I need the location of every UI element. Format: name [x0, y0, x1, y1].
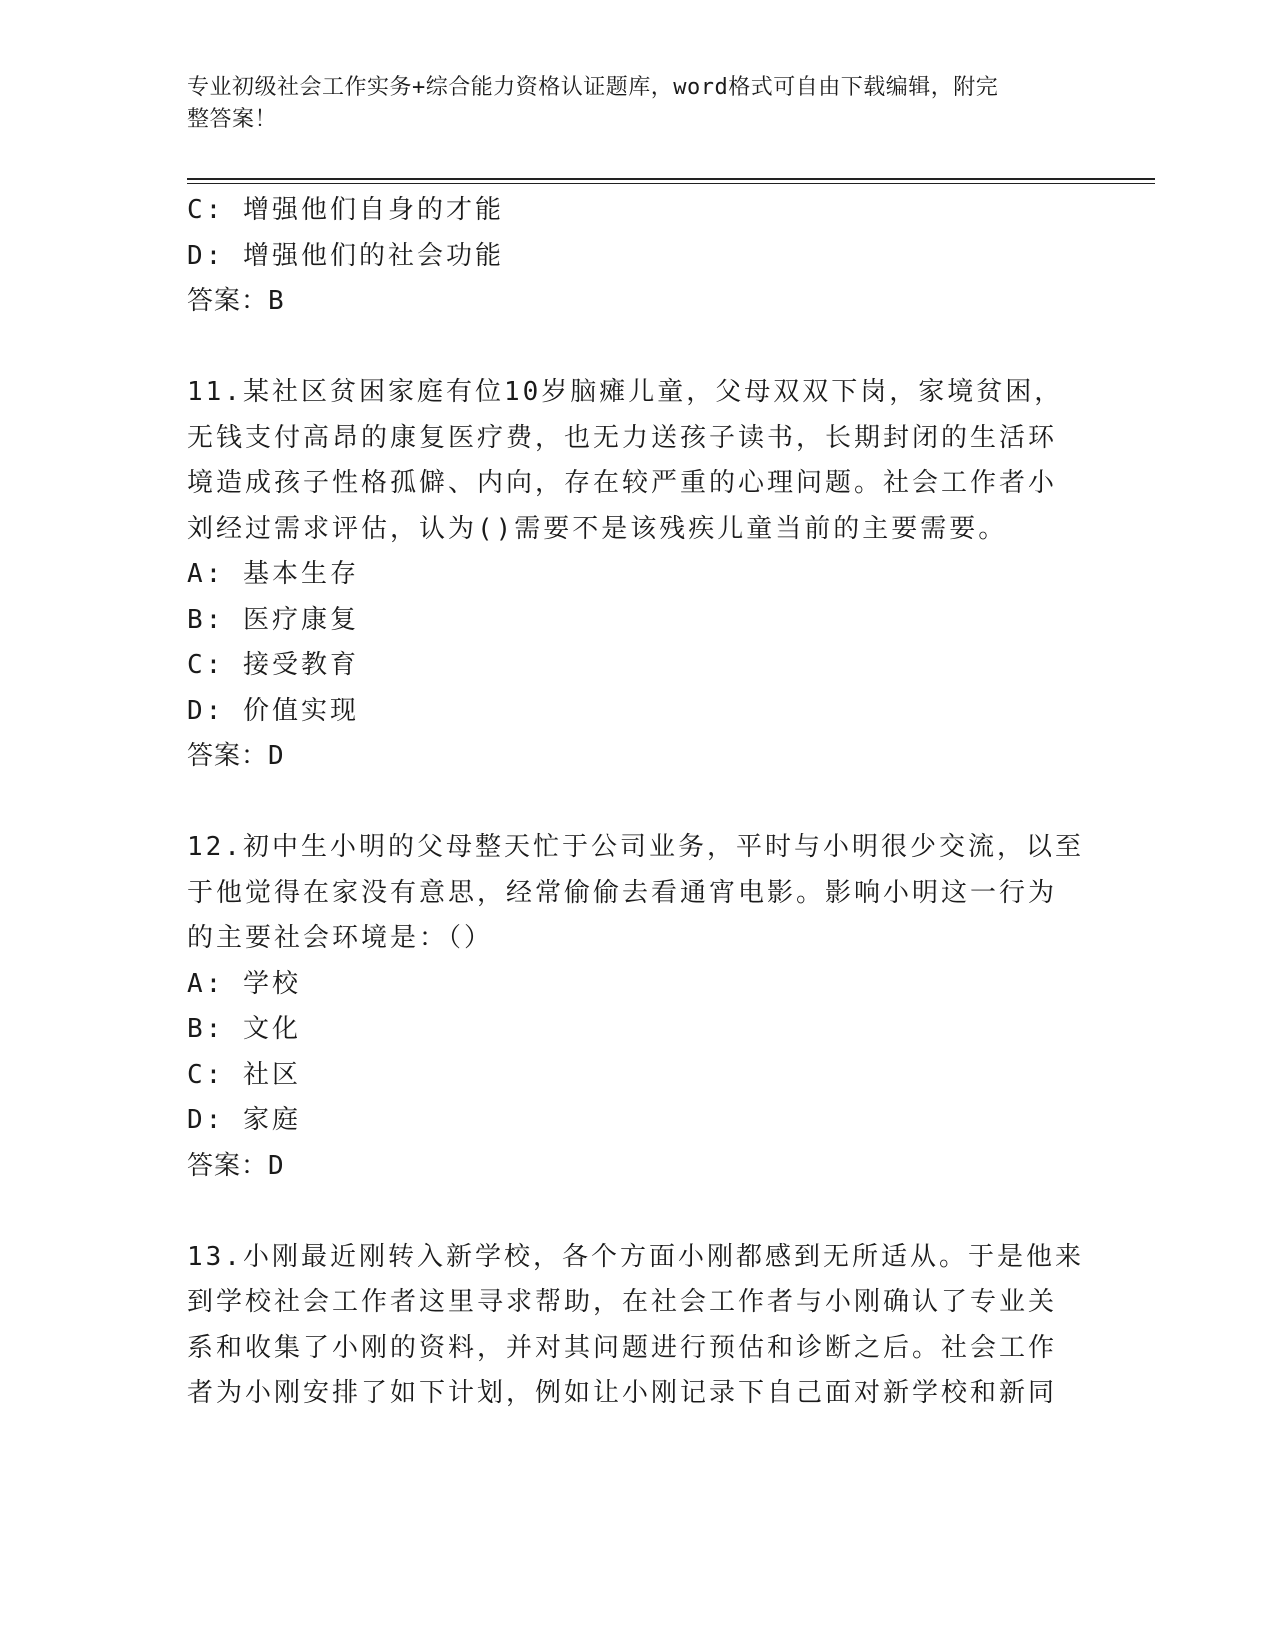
- document-body: [187, 188, 1087, 1417]
- question-text-line: 到学校社会工作者这里寻求帮助，在社会工作者与小刚确认了专业关: [187, 1287, 1058, 1317]
- question-text-line: 系和收集了小刚的资料，并对其问题进行预估和诊断之后。社会工作: [187, 1332, 1058, 1363]
- spacer: [187, 1189, 1087, 1235]
- question-text-line: 无钱支付高昂的康复医疗费，也无力送孩子读书，长期封闭的生活环: [187, 422, 1058, 453]
- option-b: B: 文化: [187, 1014, 301, 1044]
- prev-question: [187, 188, 1087, 325]
- option-c: C: 社区: [187, 1059, 301, 1090]
- document-header: [187, 72, 1087, 136]
- spacer: [187, 780, 1087, 826]
- header-divider-thick: [187, 178, 1155, 180]
- question-text-line: 13.小刚最近刚转入新学校，各个方面小刚都感到无所适从。于是他来: [187, 1241, 1084, 1272]
- answer: 答案：D: [187, 741, 285, 771]
- header-divider-thin: [187, 183, 1155, 184]
- option-a: A: 基本生存: [187, 559, 359, 589]
- option-a: A: 学校: [187, 968, 301, 999]
- option-b: B: 医疗康复: [187, 604, 359, 635]
- question-text-line: 者为小刚安排了如下计划，例如让小刚记录下自己面对新学校和新同: [187, 1378, 1058, 1408]
- option-d: D: 增强他们的社会功能: [187, 240, 504, 271]
- question-text-line: 境造成孩子性格孤僻、内向，存在较严重的心理问题。社会工作者小: [187, 468, 1058, 498]
- question-11: [187, 370, 1087, 780]
- answer: 答案：B: [187, 286, 285, 316]
- question-13: [187, 1235, 1087, 1417]
- question-text-line: 刘经过需求评估，认为()需要不是该残疾儿童当前的主要需要。: [187, 513, 1008, 544]
- option-d: D: 价值实现: [187, 695, 359, 726]
- question-text-line: 12.初中生小明的父母整天忙于公司业务，平时与小明很少交流，以至: [187, 832, 1084, 862]
- spacer: [187, 325, 1087, 371]
- question-text-line: 于他觉得在家没有意思，经常偷偷去看通宵电影。影响小明这一行为: [187, 877, 1058, 908]
- question-text-line: 11.某社区贫困家庭有位10岁脑瘫儿童，父母双双下岗，家境贫困，: [187, 377, 1064, 407]
- option-c: C: 增强他们自身的才能: [187, 195, 504, 225]
- header-line-1: 专业初级社会工作实务+综合能力资格认证题库，word格式可自由下载编辑，附完: [187, 75, 999, 100]
- question-text-line: 的主要社会环境是：（）: [187, 923, 494, 953]
- option-c: C: 接受教育: [187, 650, 359, 680]
- option-d: D: 家庭: [187, 1105, 301, 1135]
- header-line-2: 整答案！: [187, 107, 278, 132]
- answer: 答案：D: [187, 1150, 285, 1181]
- question-12: [187, 825, 1087, 1189]
